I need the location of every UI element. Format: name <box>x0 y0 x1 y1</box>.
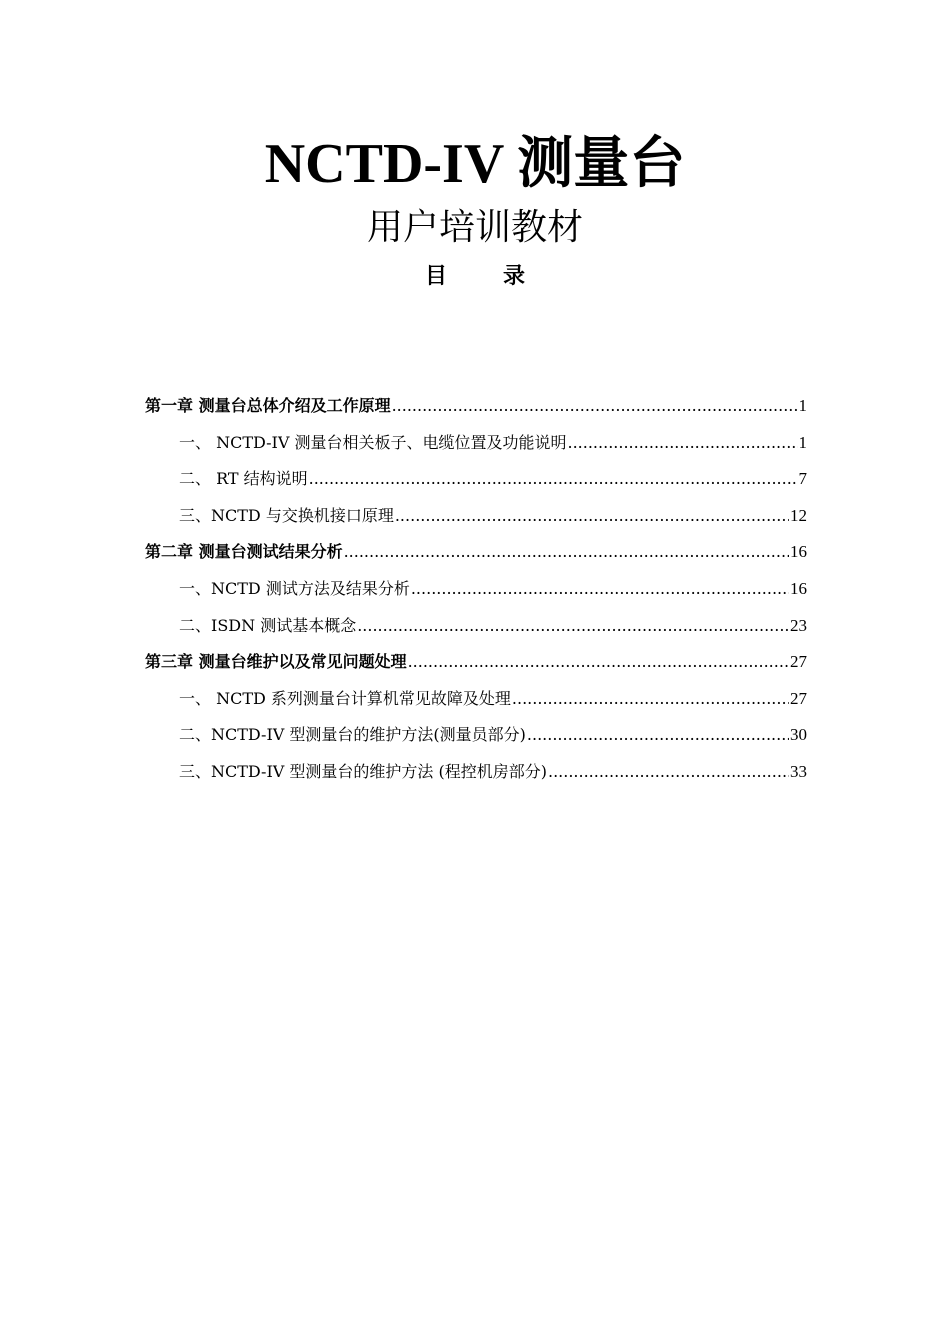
dot-leader <box>309 469 798 488</box>
toc-entry-label: 二、 RT 结构说明 <box>179 469 308 489</box>
toc-entry-page: 7 <box>798 469 807 489</box>
toc-entry[interactable] <box>145 576 807 613</box>
toc-entry-page: 16 <box>790 542 807 562</box>
toc-entry-page: 27 <box>790 688 807 708</box>
toc-entry[interactable] <box>145 466 807 503</box>
dot-leader <box>395 506 789 525</box>
toc-entry-label: 二、NCTD-IV 型测量台的维护方法(测量员部分) <box>179 725 526 745</box>
toc-entry-page: 23 <box>790 615 807 635</box>
dot-leader <box>408 652 789 671</box>
dot-leader <box>548 762 789 781</box>
toc-entry[interactable] <box>145 393 807 430</box>
toc-entry[interactable] <box>145 613 807 650</box>
toc-entry[interactable] <box>145 503 807 540</box>
toc-entry-label: 三、NCTD-IV 型测量台的维护方法 (程控机房部分) <box>179 761 547 781</box>
toc-entry-page: 16 <box>790 578 807 598</box>
toc-entry-label: 一、NCTD 测试方法及结果分析 <box>179 578 410 598</box>
toc-entry-label: 一、 NCTD 系列测量台计算机常见故障及处理 <box>179 688 511 708</box>
toc-entry-label: 第二章 测量台测试结果分析 <box>145 542 343 562</box>
toc-heading-right: 录 <box>503 263 526 289</box>
dot-leader <box>512 689 789 708</box>
toc-entry-page: 27 <box>790 652 807 672</box>
toc-entry[interactable] <box>145 686 807 723</box>
dot-leader <box>411 579 789 598</box>
toc-entry-label: 二、ISDN 测试基本概念 <box>179 615 357 635</box>
toc-entry-label: 第一章 测量台总体介绍及工作原理 <box>145 396 391 415</box>
dot-leader <box>344 542 789 561</box>
toc-entry-page: 12 <box>790 505 807 525</box>
toc-entry-label: 一、 NCTD-IV 测量台相关板子、电缆位置及功能说明 <box>179 432 567 452</box>
document-subtitle: 用户培训教材 <box>366 207 583 248</box>
document-title: NCTD-IV 测量台 <box>264 133 686 195</box>
dot-leader <box>568 433 798 452</box>
toc-entry-page: 33 <box>790 761 807 781</box>
toc-entry-label: 三、NCTD 与交换机接口原理 <box>179 505 394 525</box>
toc-entry-page: 30 <box>790 725 807 745</box>
toc-entry[interactable] <box>145 759 807 796</box>
toc-entry-page: 1 <box>798 432 807 452</box>
toc-entry-page: 1 <box>798 396 807 415</box>
dot-leader <box>357 616 789 635</box>
toc-entry-label: 第三章 测量台维护以及常见问题处理 <box>145 652 407 672</box>
dot-leader <box>392 396 798 415</box>
toc-heading <box>0 260 950 292</box>
toc-heading-left: 目 <box>424 263 447 289</box>
toc-entry[interactable] <box>145 722 807 759</box>
toc-entry[interactable] <box>145 430 807 467</box>
toc-entry[interactable] <box>145 649 807 686</box>
dot-leader <box>527 725 789 744</box>
table-of-contents <box>145 393 807 796</box>
toc-entry[interactable] <box>145 539 807 576</box>
